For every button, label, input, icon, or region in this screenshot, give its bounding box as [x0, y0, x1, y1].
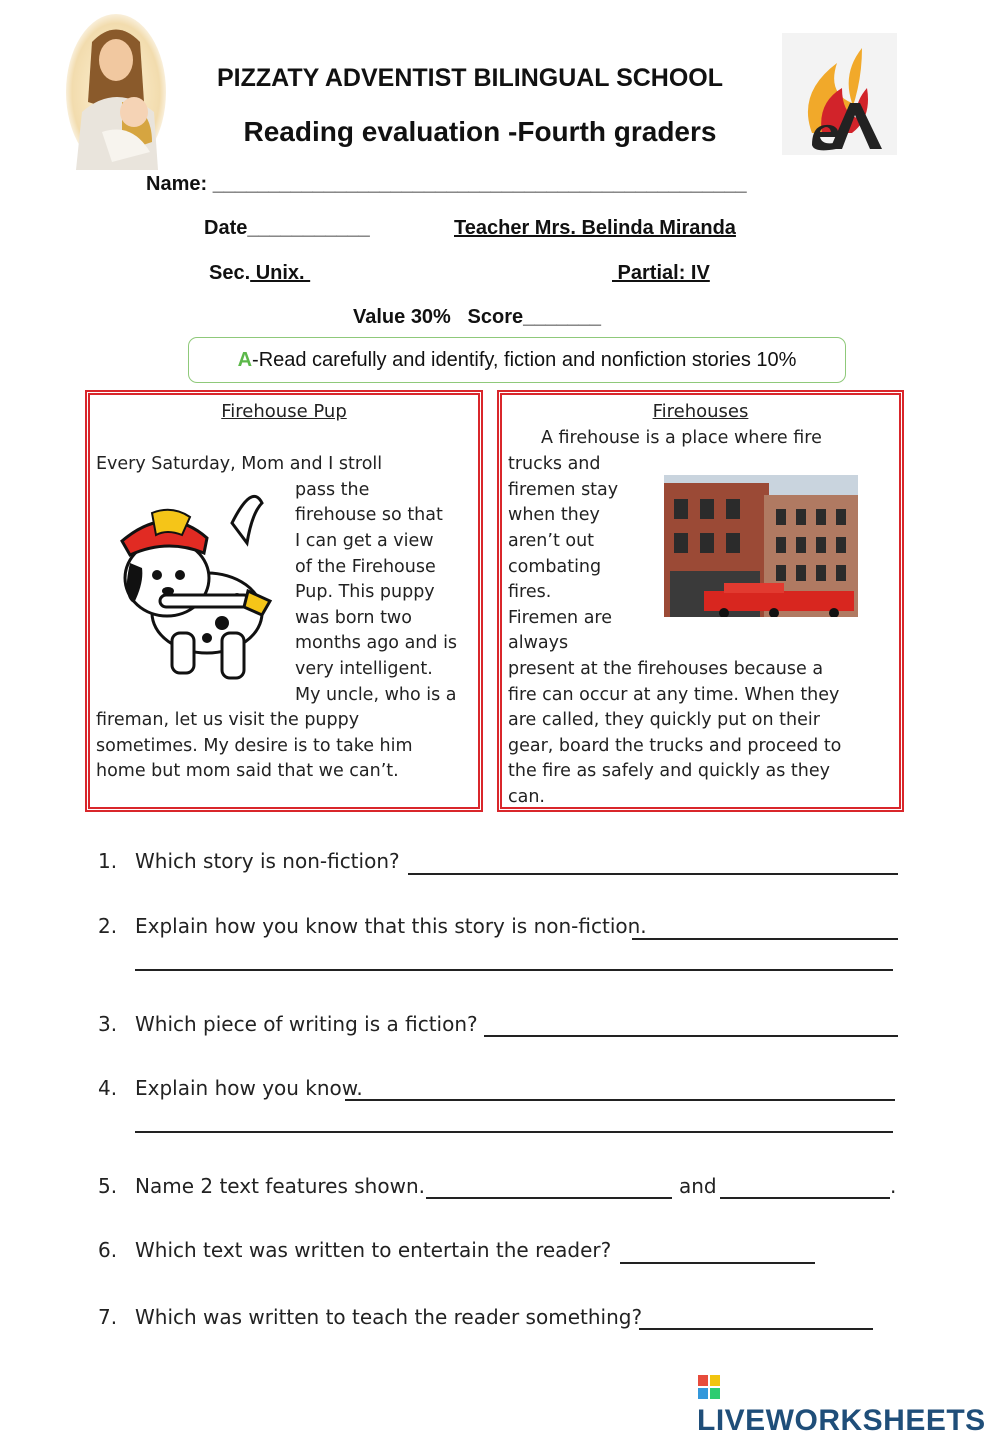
school-name: PIZZATY ADVENTIST BILINGUAL SCHOOL [216, 64, 724, 92]
answer-4-field-line-2[interactable] [135, 1131, 893, 1133]
question-text: Explain how you know. [135, 1076, 363, 1100]
question-1 [98, 849, 117, 873]
question-3 [98, 1012, 117, 1036]
question-text: Which text was written to entertain the reader? [135, 1238, 612, 1262]
story-line: fires. [508, 582, 552, 602]
story-line: months ago and is [295, 633, 458, 653]
date-label: Date [204, 217, 248, 239]
answer-2-field-line-2[interactable] [135, 969, 893, 971]
name-field[interactable]: ________________________________________________ [212, 173, 747, 195]
story-line: Pup. This puppy [295, 582, 435, 602]
score-field[interactable]: _______ [523, 306, 601, 328]
school-logo [782, 33, 897, 155]
story-line: home but mom said that we can’t. [96, 761, 399, 781]
question-number: 3. [98, 1012, 118, 1036]
question-number: 2. [98, 914, 118, 938]
teacher-name: Teacher Mrs. Belinda Miranda [454, 217, 736, 239]
question-number: 7. [98, 1305, 118, 1329]
partial-label: Partial: IV [612, 262, 710, 284]
story-panel-firehouse-pup [85, 390, 483, 812]
story-line: pass the [295, 480, 370, 500]
question-number: 4. [98, 1076, 118, 1100]
religious-illustration [62, 12, 170, 172]
story-title: Firehouses [652, 401, 749, 422]
instruction-text: -Read carefully and identify, fiction and nonfiction stories 10% [252, 349, 797, 371]
question-text: Which story is non-fiction? [135, 849, 400, 873]
section-row [209, 262, 310, 285]
dalmatian-puppy-image [112, 483, 282, 683]
page-title: Reading evaluation -Fourth graders [243, 116, 717, 147]
story-line: Every Saturday, Mom and I stroll [96, 454, 383, 474]
story-line: firehouse so that [295, 505, 443, 525]
question-number: 6. [98, 1238, 118, 1262]
brand-name: LIVEWORKSHEETS [697, 1404, 986, 1437]
question-text: Which was written to teach the reader something? [135, 1305, 643, 1329]
instruction-letter: A [237, 349, 253, 371]
answer-7-field[interactable] [639, 1328, 873, 1330]
question-number: 1. [98, 849, 118, 873]
and-label: and [679, 1174, 717, 1198]
story-line: the fire as safely and quickly as they [508, 761, 830, 781]
story-line: gear, board the trucks and proceed to [508, 736, 842, 756]
story-line: very intelligent. [295, 659, 433, 679]
instruction-box [188, 337, 846, 383]
value-score-row [353, 306, 601, 329]
name-label: Name: [146, 173, 213, 195]
liveworksheets-logo [697, 1376, 1000, 1437]
question-5 [98, 1174, 117, 1198]
question-2 [98, 914, 117, 938]
story-line: sometimes. My desire is to take him [96, 736, 413, 756]
story-line: when they [508, 505, 600, 525]
story-line: was born two [295, 608, 412, 628]
story-panel-firehouses [497, 390, 904, 812]
value-label: Value 30% [353, 306, 451, 328]
story-line: aren’t out [508, 531, 595, 551]
section-value: Unix. [250, 262, 311, 284]
name-row [146, 173, 747, 196]
score-label: Score [467, 306, 524, 328]
story-line: of the Firehouse [295, 557, 436, 577]
story-line: firemen stay [508, 480, 619, 500]
story-line: present at the firehouses because a [508, 659, 824, 679]
liveworksheets-icon [697, 1373, 721, 1401]
answer-2-field[interactable] [632, 938, 898, 940]
question-6 [98, 1238, 117, 1262]
section-label: Sec. [209, 262, 251, 284]
story-line: are called, they quickly put on their [508, 710, 820, 730]
story-line: combating [508, 557, 602, 577]
story-line: trucks and [508, 454, 601, 474]
date-row [204, 217, 370, 240]
firehouse-building-image [664, 475, 858, 617]
date-field[interactable]: ___________ [247, 217, 370, 239]
question-text: Name 2 text features shown. [135, 1174, 425, 1198]
story-line: A firehouse is a place where fire [541, 428, 822, 448]
answer-4-field[interactable] [345, 1099, 895, 1101]
story-line: I can get a view [295, 531, 434, 551]
question-text: Which piece of writing is a fiction? [135, 1012, 478, 1036]
story-line: always [508, 633, 569, 653]
question-text: Explain how you know that this story is non-fiction. [135, 914, 647, 938]
answer-3-field[interactable] [484, 1035, 898, 1037]
story-line: My uncle, who is a [295, 685, 457, 705]
answer-6-field[interactable] [620, 1262, 815, 1264]
answer-5b-field[interactable] [720, 1197, 890, 1199]
answer-1-field[interactable] [408, 873, 898, 875]
story-line: Firemen are [508, 608, 613, 628]
story-title: Firehouse Pup [221, 401, 347, 422]
story-line: fire can occur at any time. When they [508, 685, 840, 705]
question-number: 5. [98, 1174, 118, 1198]
story-line: can. [508, 787, 545, 807]
question-4 [98, 1076, 117, 1100]
story-line: fireman, let us visit the puppy [96, 710, 360, 730]
answer-5a-field[interactable] [426, 1197, 672, 1199]
period-mark: . [890, 1174, 897, 1198]
question-7 [98, 1305, 117, 1329]
